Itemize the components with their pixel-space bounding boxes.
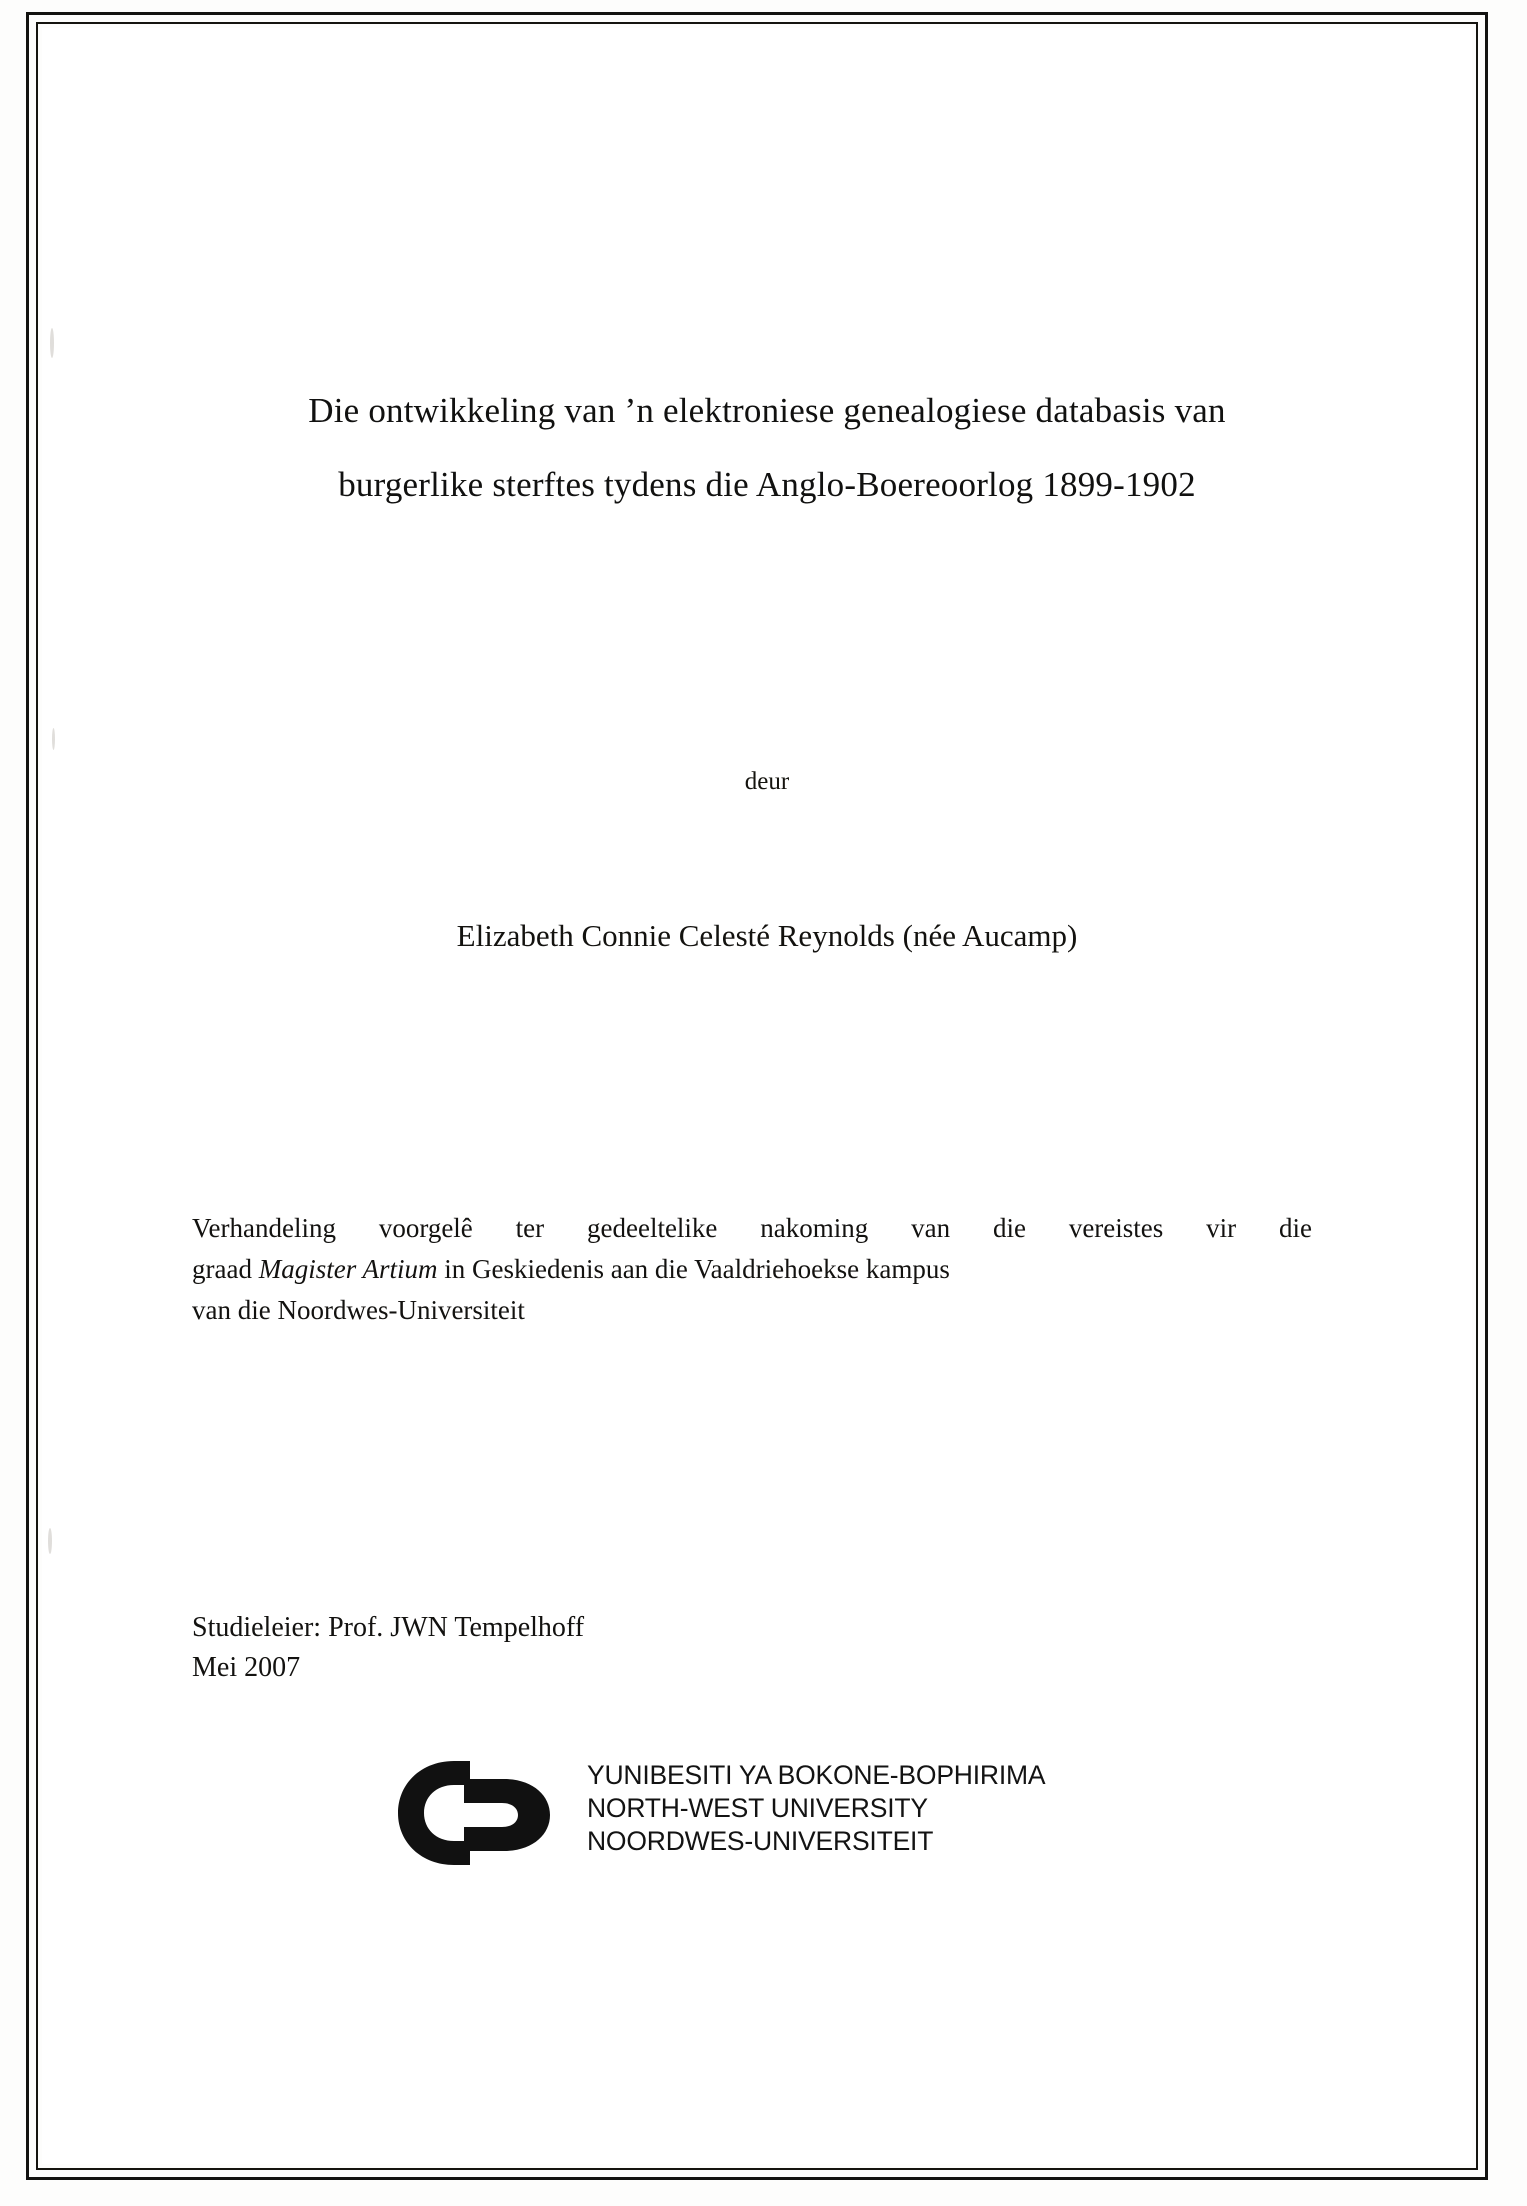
university-logo-text bbox=[587, 1759, 1045, 1858]
logo-text-line-2: NORTH-WEST UNIVERSITY bbox=[587, 1793, 928, 1823]
scan-artifact bbox=[50, 328, 54, 358]
scan-artifact bbox=[52, 728, 55, 750]
degree-statement-line-2-prefix: graad bbox=[192, 1254, 259, 1284]
north-west-university-logo-icon bbox=[392, 1757, 577, 1869]
thesis-title bbox=[192, 378, 1342, 518]
scan-artifact bbox=[48, 1528, 52, 1554]
by-label: deur bbox=[744, 768, 790, 795]
date-line: Mei 2007 bbox=[192, 1652, 301, 1683]
logo-text-line-3: NOORDWES-UNIVERSITEIT bbox=[587, 1826, 934, 1856]
supervisor-line: Studieleier: Prof. JWN Tempelhoff bbox=[192, 1612, 585, 1643]
degree-statement-line-1: Verhandeling voorgelê ter gedeeltelike nakoming van die vereistes vir die bbox=[192, 1213, 1312, 1243]
degree-statement-line-2-suffix: in Geskiedenis aan die Vaaldriehoekse kampus bbox=[437, 1254, 950, 1284]
page-content-area bbox=[42, 28, 1472, 2164]
title-line-1: Die ontwikkeling van ’n elektroniese genealogiese databasis van bbox=[308, 391, 1226, 430]
logo-text-line-1: YUNIBESITI YA BOKONE-BOPHIRIMA bbox=[587, 1760, 1046, 1790]
degree-statement-line-2 bbox=[192, 1249, 1312, 1290]
author-name: Elizabeth Connie Celesté Reynolds (née Aucamp) bbox=[456, 918, 1078, 953]
title-line-2: burgerlike sterftes tydens die Anglo-Boereoorlog 1899-1902 bbox=[338, 465, 1196, 504]
degree-name: Magister Artium bbox=[258, 1254, 438, 1284]
supervisor-and-date bbox=[192, 1608, 1312, 1688]
title-page-content bbox=[192, 28, 1342, 2164]
degree-statement-line-3: van die Noordwes-Universiteit bbox=[192, 1295, 525, 1325]
degree-statement bbox=[192, 1208, 1312, 1331]
university-logo-block bbox=[392, 1753, 1192, 1883]
